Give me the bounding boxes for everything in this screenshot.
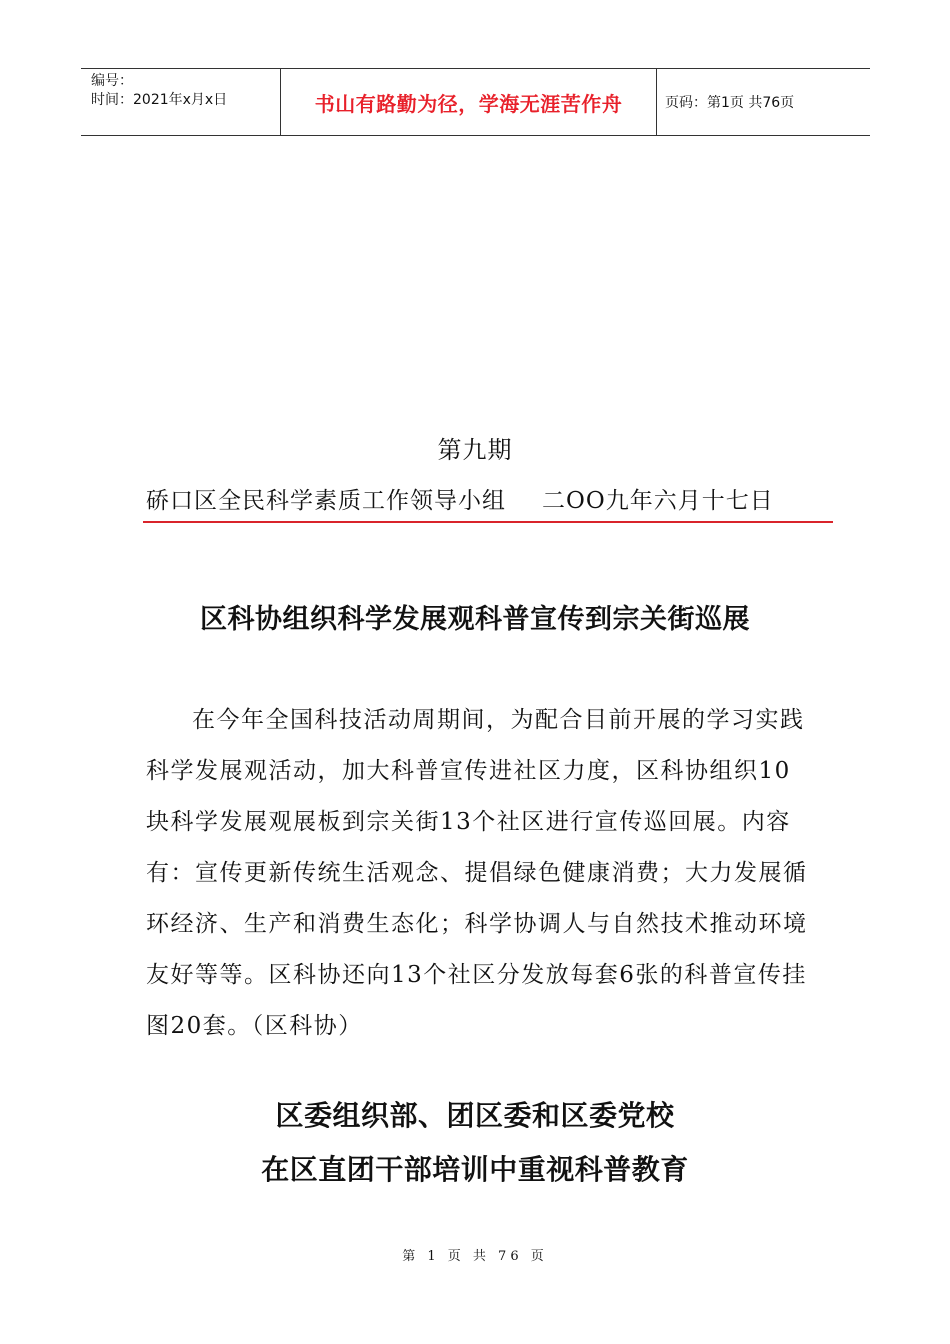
- header-page-info: 页码：第1页 共76页: [665, 95, 795, 111]
- serial-label: 编号：: [91, 73, 133, 89]
- page-footer: 第 1 页 共 76 页: [402, 1249, 548, 1264]
- header-meta: [81, 69, 281, 135]
- article-title-line-1: 区委组织部、团区委和区委党校: [275, 1099, 675, 1132]
- organization-name: 硚口区全民科学素质工作领导小组: [146, 488, 506, 514]
- time-label: 时间：2021年x月x日: [91, 92, 228, 108]
- bulletin-masthead: [146, 482, 832, 515]
- article-body: 在今年全国科技活动周期间，为配合目前开展的学习实践科学发展观活动，加大科普宣传进社区力度，区科协组织10块科学发展观展板到宗关街13个社区进行宣传巡回展。内容有：宣传更新传统生活观念、提倡绿色健康消费；大力发展循环经济、生产和消费生态化；科学协调人与自然技术推动环境友好等等。区科协还向13个社区分发放每套6张的科普宣传挂图20套。（区科协）: [146, 707, 808, 1039]
- issue-number: 第九期: [437, 436, 513, 464]
- document-header: [81, 68, 870, 136]
- article-title-line-2: 在区直团干部培训中重视科普教育: [261, 1153, 689, 1186]
- red-divider: [143, 521, 833, 523]
- article-title: 区科协组织科学发展观科普宣传到宗关街巡展: [200, 604, 750, 635]
- header-motto: 书山有路勤为径，学海无涯苦作舟: [281, 69, 657, 135]
- bulletin-date: 二OO九年六月十七日: [542, 488, 774, 514]
